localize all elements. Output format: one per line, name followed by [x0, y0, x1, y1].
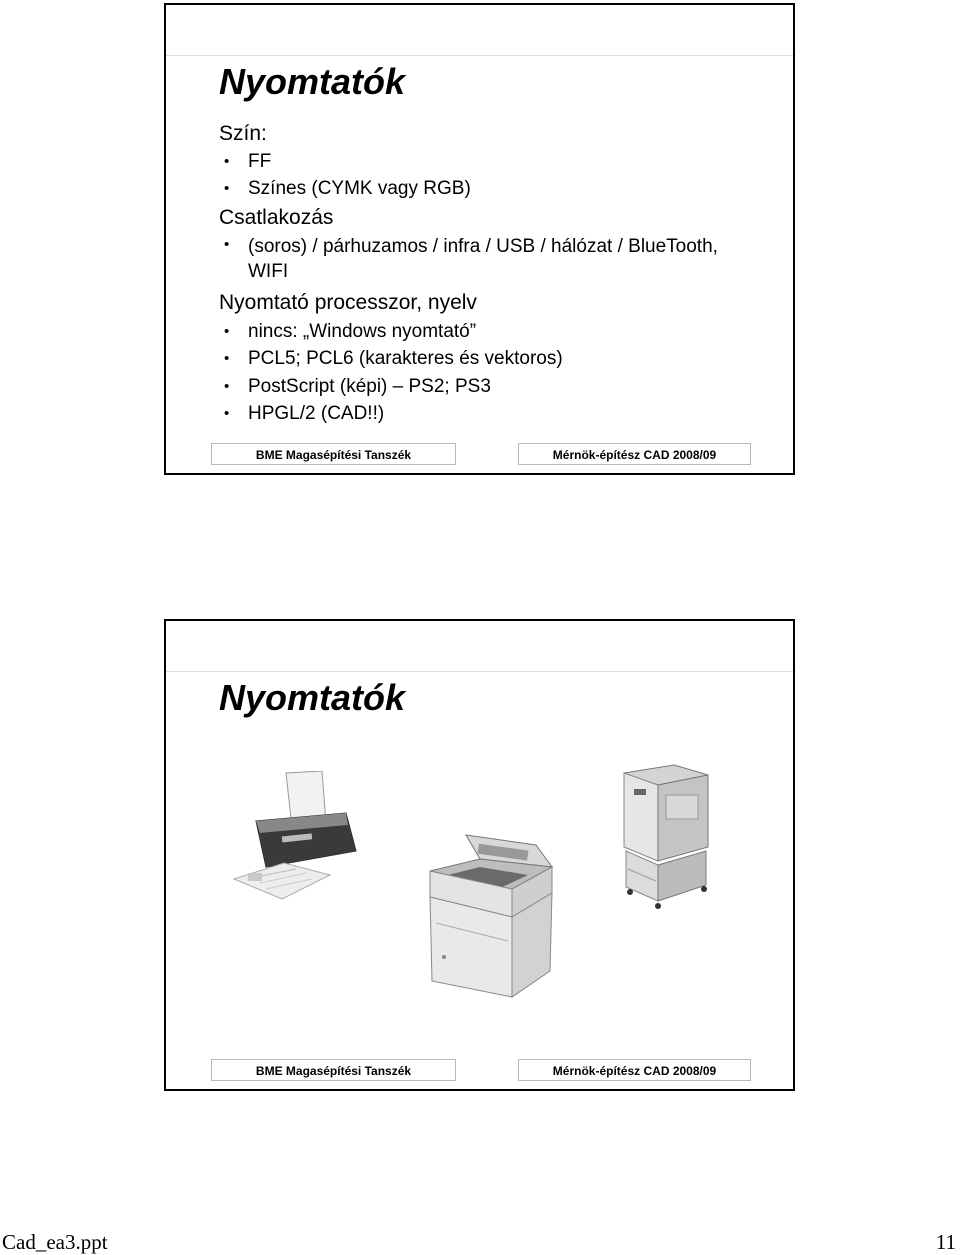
slide-header-rule: [166, 671, 793, 672]
bullet-item: • PostScript (képi) – PS2; PS3: [248, 376, 491, 398]
slide-footer-right: Mérnök-építész CAD 2008/09: [518, 443, 751, 465]
bullet-item: • nincs: „Windows nyomtató”: [248, 321, 476, 343]
slide-2: [164, 619, 795, 1091]
bullet-item: • (soros) / párhuzamos / infra / USB / hálózat / BlueTooth, WIFI: [248, 234, 718, 284]
section-heading-connection: Csatlakozás: [219, 206, 334, 229]
slide-footer-right: Mérnök-építész CAD 2008/09: [518, 1059, 751, 1081]
printer-multifunction-icon: [416, 831, 561, 1001]
slide-title: Nyomtatók: [219, 61, 406, 102]
slide-1: [164, 3, 795, 475]
slide-title: Nyomtatók: [219, 677, 406, 718]
page-footer-filename: Cad_ea3.ppt: [2, 1230, 108, 1254]
section-heading-processor: Nyomtató processzor, nyelv: [219, 291, 477, 314]
slide-header-rule: [166, 55, 793, 56]
bullet-item: • HPGL/2 (CAD!!): [248, 403, 384, 425]
printer-inkjet-icon: [226, 771, 366, 911]
page-footer-page-number: 11: [935, 1230, 956, 1254]
slide-footer-left: BME Magasépítési Tanszék: [211, 1059, 456, 1081]
bullet-item: • FF: [248, 151, 271, 173]
section-heading-color: Szín:: [219, 122, 267, 145]
printer-laser-cabinet-icon: [614, 761, 714, 916]
slide-footer-left: BME Magasépítési Tanszék: [211, 443, 456, 465]
bullet-item: • Színes (CYMK vagy RGB): [248, 178, 471, 200]
bullet-item: • PCL5; PCL6 (karakteres és vektoros): [248, 348, 563, 370]
